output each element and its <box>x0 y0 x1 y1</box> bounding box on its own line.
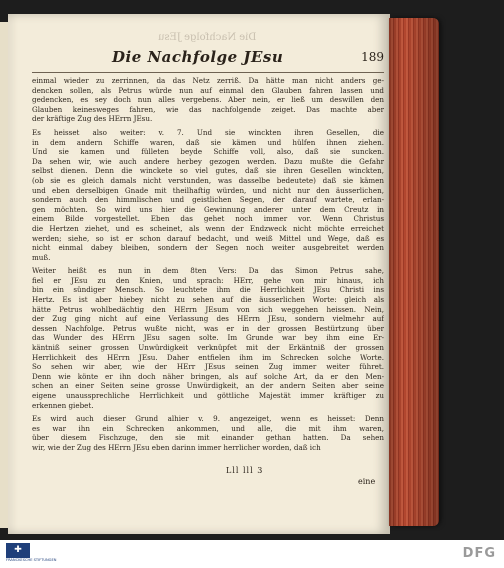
text-line: über diesem Fischzuge, den sie mit einander gethan hatten. Da sehen <box>32 433 384 443</box>
text-line: werden; siehe, so ist er schon darauf bedacht, und weiß Mittel und Wege, daß es <box>32 233 384 243</box>
signature-mark: Lll lll 3 <box>226 466 264 475</box>
page-edges-shade <box>389 18 439 526</box>
text-line: gedencken, es sey doch nun alles vergebens. Aber nein, er ließ um deswillen den <box>32 95 384 105</box>
logo-icon: ✚ <box>6 543 30 558</box>
text-line: Und sie kamen und fülleten beyde Schiffe voll, also, daß sie suncken. <box>32 147 384 157</box>
body-text <box>32 76 384 453</box>
book-page <box>8 14 390 534</box>
text-line: der kräftige Zug des HErrn JEsu. <box>32 114 153 124</box>
text-line: die Hertzen ziehet, und es scheinet, als wenn der Endzweck nicht möchte erreichet <box>32 223 384 233</box>
text-line: muß. <box>32 252 51 262</box>
dfg-logo[interactable]: DFG <box>462 546 496 561</box>
text-line: Da sehen wir, wie auch andere herbey gezogen werden. Dazu mußte die Gefahr <box>32 156 384 166</box>
text-line: das Wunder des HErrn JEsu sagen solte. Im Grunde war bey ihm eine Er- <box>32 333 384 343</box>
text-line: der Zug ging nicht auf eine Verlassung des HErrn JEsu, sondern vielmehr auf <box>32 314 384 324</box>
text-line: dessen Nachfolge. Petrus wußte nicht, was er in der grossen Bestürtzung über <box>32 323 384 333</box>
text-line: selbst dienen. Denn die winckete so viel gutes, daß sie ihren Gesellen winckten, <box>32 166 384 176</box>
text-line: hätte Petrus wohlbedächtig den HErrn JEsum von sich weggehen heissen. Nein, <box>32 304 384 314</box>
header-rule <box>32 72 384 73</box>
text-line: Herrlichkeit des HErrn JEsu. Daher entfielen ihm im Schrecken solche Worte. <box>32 352 384 362</box>
text-line: und eben derselbigen Gnade mit theilhaftig würden, und nicht nur den äusserlichen, <box>32 185 384 195</box>
text-line: (ob sie es gleich damals nicht verstunden, was dasselbe bedeutete) daß sie kämen <box>32 175 384 185</box>
text-line: Hertz. Es ist aber hiebey nicht zu sehen auf die äusserlichen Worte: gleich als <box>32 295 384 305</box>
text-line: käntniß seiner grossen Unwürdigkeit verknüpfet mit der Erkäntniß der grossen <box>32 343 384 353</box>
text-line: nicht einmal dabey bleiben, sondern der Segen noch weiter ausgebreitet werden <box>32 243 384 253</box>
footer-bar <box>0 540 504 568</box>
catchword: eine <box>358 477 376 486</box>
text-line: Denn wie könte er ihn doch näher bringen, als auf solche Art, da er den Men- <box>32 371 384 381</box>
text-line: wir, wie der Zug des HErrn JEsu eben darinn immer herrlicher worden, daß ich <box>32 442 321 452</box>
bleed-through-text: Die Nachfolge JEsu <box>158 32 257 43</box>
text-line: eigene unaussprechliche Herrlichkeit und göttliche Majestät immer kräftiger zu <box>32 391 384 400</box>
text-line: es war ihn ein Schrecken ankommen, und alle, die mit ihm waren, <box>32 423 384 433</box>
text-line: gen möchten. So wird uns hier die Gewinnung anderer unter dem Creutz in <box>32 204 384 214</box>
text-line: in dem andern Schiffe waren, daß sie kämen und hülfen ihnen ziehen. <box>32 137 384 147</box>
text-line: bin ein sündiger Mensch. So leuchtete ihm die Herrlichkeit JEsu Christi ins <box>32 285 384 295</box>
page-header <box>32 50 384 72</box>
text-line: Es heisset also weiter: v. 7. Und sie winckten ihren Gesellen, die <box>32 127 384 137</box>
text-line: So sehen wir aber, wie der HErr JEsus seinen Zug immer weiter führet. <box>32 362 384 372</box>
text-line: schen an einer Seiten seine grosse Unwürdigkeit, an der andern Seiten aber seine <box>32 381 384 391</box>
book-scan <box>0 8 446 534</box>
text-line: Glauben keinesweges fahren, wie das nachfolgende zeiget. Das machte aber <box>32 104 384 114</box>
text-line: einem Bilde vorgestellet. Eben das gehet noch immer vor. Wenn Christus <box>32 214 384 224</box>
text-line: dencken sollen, als Petrus würde nun auf einmal den Glauben fahren lassen und <box>32 85 384 95</box>
text-line: sondern auch den himmlischen und geistlichen Segen, der darauf wartete, erlan- <box>32 195 384 205</box>
text-line: fiel er JEsu zu den Knien, und sprach: HErr, gehe von mir hinaus, ich <box>32 275 384 285</box>
page-number: 189 <box>361 50 384 64</box>
text-line: erkennen giebet. <box>32 400 94 410</box>
text-line: Es wird auch dieser Grund alhier v. 9. angezeiget, wenn es heisset: Denn <box>32 414 384 424</box>
institution-logo[interactable] <box>6 543 57 566</box>
text-line: einmal wieder zu zerrinnen, da das Netz zerriß. Da hätte man nicht anders ge- <box>32 76 384 85</box>
logo-text: FRANCKESCHE STIFTUNGEN <box>6 558 57 562</box>
running-title: Die Nachfolge JEsu <box>112 48 284 66</box>
text-line: Weiter heißt es nun in dem 8ten Vers: Da das Simon Petrus sahe, <box>32 266 384 276</box>
